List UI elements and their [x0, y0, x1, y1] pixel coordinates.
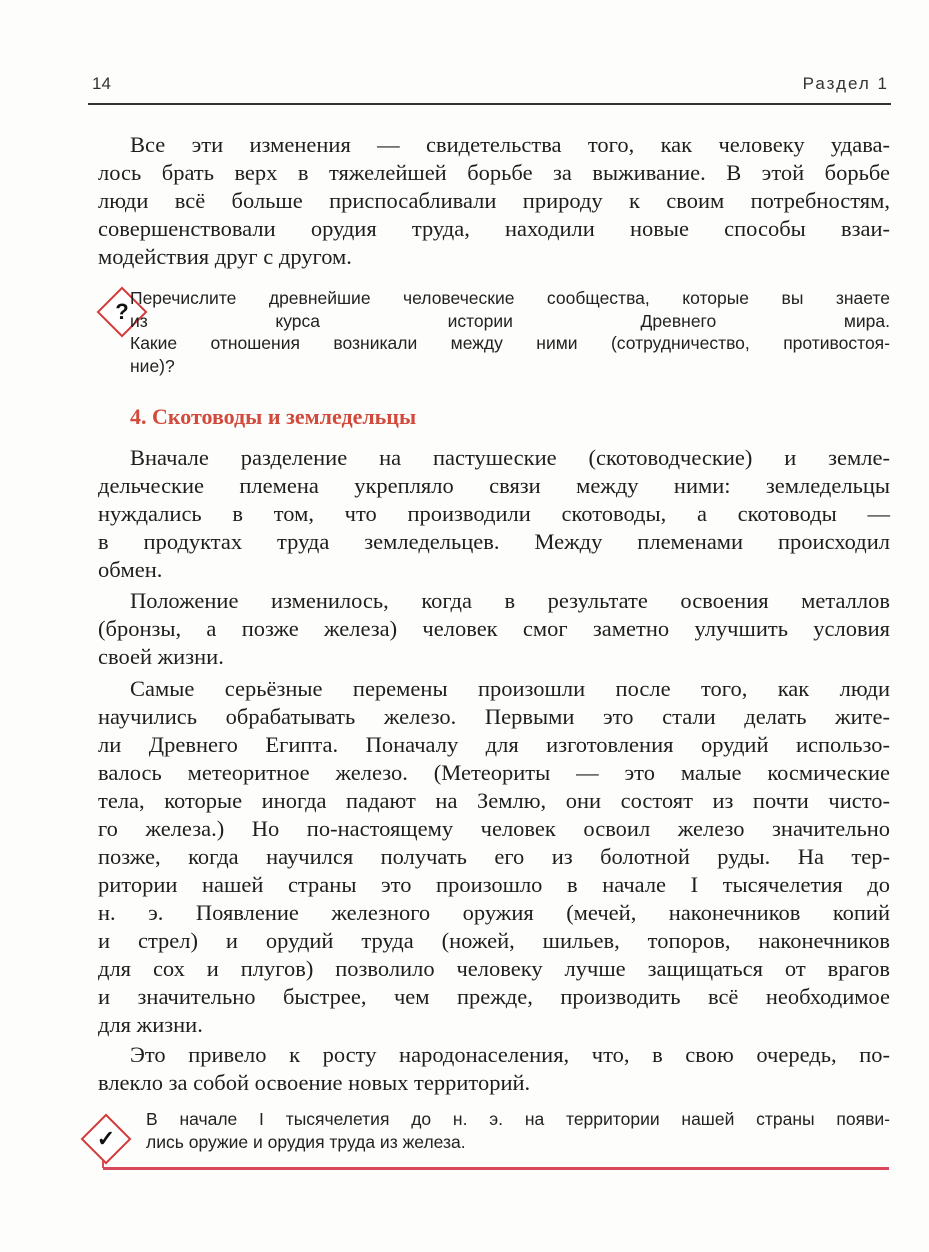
text-line: В начале I тысячелетия до н. э. на территории нашей страны появи- — [146, 1109, 890, 1129]
paragraph-1 — [98, 444, 890, 584]
summary-underline — [103, 1167, 889, 1170]
text-line: своей жизни. — [98, 644, 224, 669]
summary-box — [146, 1108, 890, 1153]
text-line: валось метеоритное железо. (Метеориты — это малые космические — [98, 760, 890, 785]
text-line: для жизни. — [98, 1012, 203, 1037]
text-line: ли Древнего Египта. Поначалу для изготовления орудий использо- — [98, 732, 890, 757]
checkmark-diamond-icon — [81, 1114, 132, 1165]
text-line: Перечислите древнейшие человеческие сообщества, которые вы знаете — [130, 288, 890, 308]
text-line: Все эти изменения — свидетельства того, как человеку удава- — [130, 132, 890, 157]
text-line: Самые серьёзные перемены произошли после того, как люди — [130, 676, 890, 701]
question-glyph: ? — [115, 299, 129, 324]
header-divider — [88, 103, 891, 105]
text-line: из курса истории Древнего мира. — [130, 310, 890, 331]
text-line: обмен. — [98, 557, 163, 582]
text-line: тела, которые иногда падают на Землю, они состоят из почти чисто- — [98, 788, 890, 813]
text-line: лись оружие и орудия труда из железа. — [146, 1131, 466, 1152]
text-line: в продуктах труда земледельцев. Между племенами происходил — [98, 529, 890, 554]
paragraph-3 — [98, 675, 890, 1039]
text-line: и значительно быстрее, чем прежде, производить всё необходимое — [98, 984, 890, 1009]
text-line: го железа.) Но по-настоящему человек освоил железо значительно — [98, 816, 890, 841]
text-line: нуждались в том, что производили скотоводы, а скотоводы — — [98, 501, 890, 526]
text-line: позже, когда научился получать его из болотной руды. На тер- — [98, 844, 890, 869]
paragraph-4 — [98, 1041, 890, 1097]
text-line: Это привело к росту народонаселения, что, в свою очередь, по- — [130, 1042, 890, 1067]
intro-paragraph — [98, 131, 890, 271]
text-line: Какие отношения возникали между ними (сотрудничество, противостоя- — [130, 333, 890, 353]
text-line: влекло за собой освоение новых территорий. — [98, 1070, 531, 1095]
text-line: и стрел) и орудий труда (ножей, шильев, топоров, наконечников — [98, 928, 890, 953]
page-number: 14 — [92, 74, 111, 93]
question-box — [130, 287, 890, 377]
text-line: (бронзы, а позже железа) человек смог заметно улучшить условия — [98, 616, 890, 641]
text-line: Вначале разделение на пастушеские (скотоводческие) и земле- — [130, 445, 890, 470]
text-line: научились обрабатывать железо. Первыми это стали делать жите- — [98, 704, 890, 729]
text-line: люди всё больше приспосабливали природу к своим потребностям, — [98, 188, 890, 213]
text-line: модействия друг с другом. — [98, 244, 352, 269]
text-line: ритории нашей страны это произошло в начале I тысячелетия до — [98, 872, 890, 897]
text-line: для сох и плугов) позволило человеку лучше защищаться от врагов — [98, 956, 890, 981]
check-glyph: ✓ — [96, 1126, 116, 1151]
text-line: Положение изменилось, когда в результате освоения металлов — [130, 588, 890, 613]
section-heading: 4. Скотоводы и земледельцы — [130, 404, 417, 429]
text-line: ние)? — [130, 355, 175, 376]
section-label: Раздел 1 — [802, 74, 889, 93]
text-line: совершенствовали орудия труда, находили новые способы взаи- — [98, 216, 890, 241]
text-line: дельческие племена укрепляло связи между ними: земледельцы — [98, 473, 890, 498]
paragraph-2 — [98, 587, 890, 671]
text-line: н. э. Появление железного оружия (мечей, наконечников копий — [98, 900, 890, 925]
text-line: лось брать верх в тяжелейшей борьбе за выживание. В этой борьбе — [98, 160, 890, 185]
